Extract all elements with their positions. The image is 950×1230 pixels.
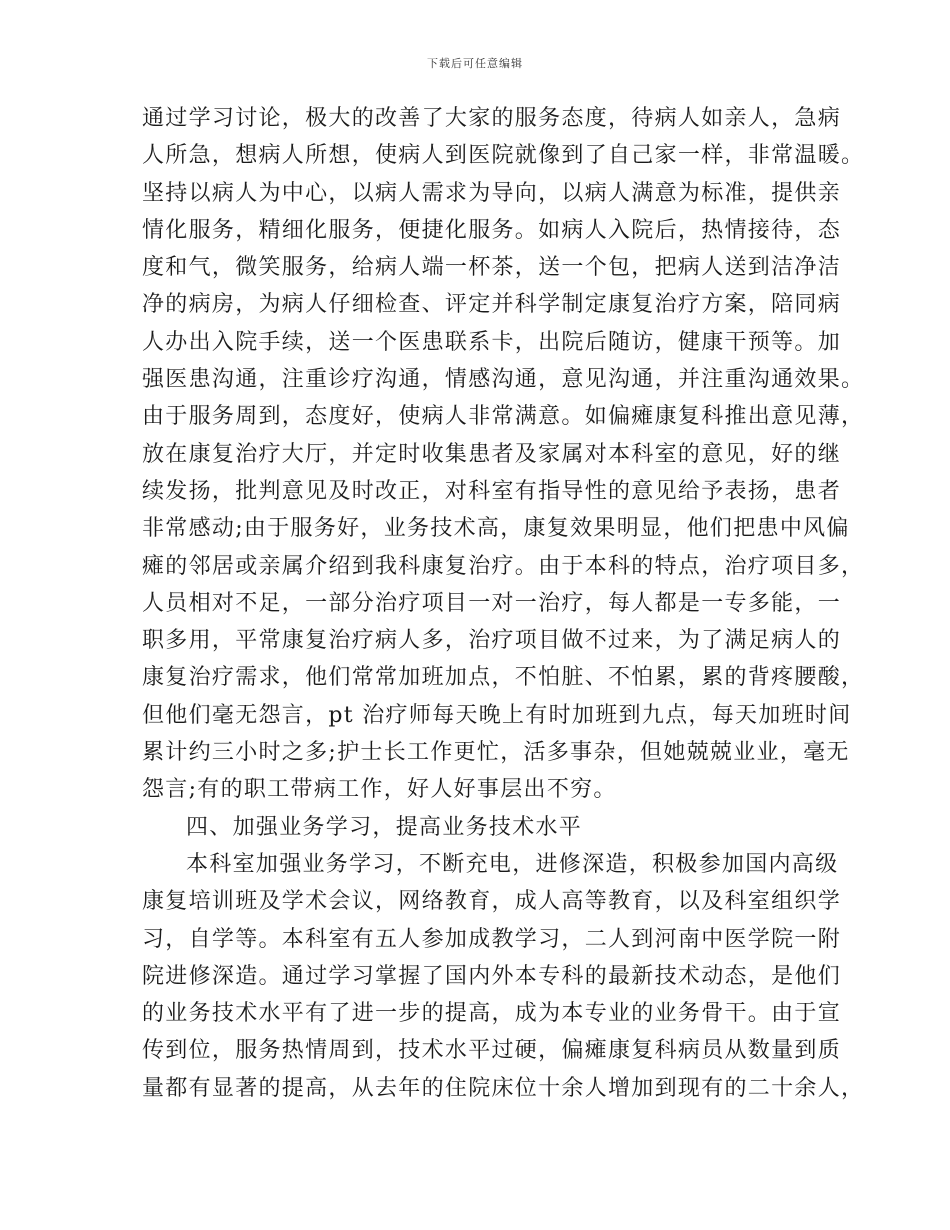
text-line: 职多用，平常康复治疗病人多，治疗项目做不过来，为了满足病人的 <box>142 628 842 654</box>
text-line: 本科室加强业务学习，不断充电，进修深造，积极参加国内高级 <box>186 851 839 877</box>
text-line: 净的病房，为病人仔细检查、评定并科学制定康复治疗方案，陪同病 <box>142 292 842 318</box>
text-line: 但他们毫无怨言，pt 治疗师每天晚上有时加班到九点，每天加班时间 <box>142 702 852 728</box>
document-body <box>142 100 865 1107</box>
text-line: 怨言;有的职工带病工作，好人好事层出不穷。 <box>142 777 617 803</box>
text-line: 的业务技术水平有了进一步的提高，成为本专业的业务骨干。由于宣 <box>142 1001 842 1027</box>
text-line: 通过学习讨论，极大的改善了大家的服务态度，待病人如亲人，急病 <box>142 106 842 131</box>
text-line: 传到位，服务热情周到，技术水平过硬，偏瘫康复科病员从数量到质 <box>142 1038 842 1064</box>
text-line: 院进修深造。通过学习掌握了国内外本专科的最新技术动态，是他们 <box>142 963 842 989</box>
text-line: 人办出入院手续，送一个医患联系卡，出院后随访，健康干预等。加 <box>142 329 842 355</box>
text-line: 四、加强业务学习，提高业务技术水平 <box>186 814 583 840</box>
text-line: 放在康复治疗大厅，并定时收集患者及家属对本科室的意见，好的继 <box>142 441 842 467</box>
text-line: 情化服务，精细化服务，便捷化服务。如病人入院后，热情接待，态 <box>142 217 842 243</box>
text-line: 瘫的邻居或亲属介绍到我科康复治疗。由于本科的特点，治疗项目多， <box>142 553 865 579</box>
text-line: 非常感动;由于服务好，业务技术高，康复效果明显，他们把患中风偏 <box>142 516 850 542</box>
text-line: 强医患沟通，注重诊疗沟通，情感沟通，意见沟通，并注重沟通效果。 <box>142 367 865 393</box>
text-line: 续发扬，批判意见及时改正，对科室有指导性的意见给予表扬，患者 <box>142 478 842 504</box>
text-line: 康复培训班及学术会议，网络教育，成人高等教育，以及科室组织学 <box>142 889 842 915</box>
text-line: 度和气，微笑服务，给病人端一杯茶，送一个包，把病人送到洁净洁 <box>142 255 842 281</box>
text-line: 累计约三小时之多;护士长工作更忙，活多事杂，但她兢兢业业，毫无 <box>142 740 850 766</box>
text-line: 康复治疗需求，他们常常加班加点，不怕脏、不怕累，累的背疼腰酸， <box>142 665 865 691</box>
text-line: 由于服务周到，态度好，使病人非常满意。如偏瘫康复科推出意见薄， <box>142 404 865 430</box>
page-header: 下载后可任意编辑 <box>427 57 523 70</box>
text-line: 习，自学等。本科室有五人参加成教学习，二人到河南中医学院一附 <box>142 926 842 952</box>
text-line: 坚持以病人为中心，以病人需求为导向，以病人满意为标准，提供亲 <box>142 180 842 206</box>
text-line: 人所急，想病人所想，使病人到医院就像到了自己家一样，非常温暖。 <box>142 143 865 169</box>
text-line: 人员相对不足，一部分治疗项目一对一治疗，每人都是一专多能，一 <box>142 590 842 616</box>
text-line: 量都有显著的提高，从去年的住院床位十余人增加到现有的二十余人， <box>142 1075 865 1101</box>
